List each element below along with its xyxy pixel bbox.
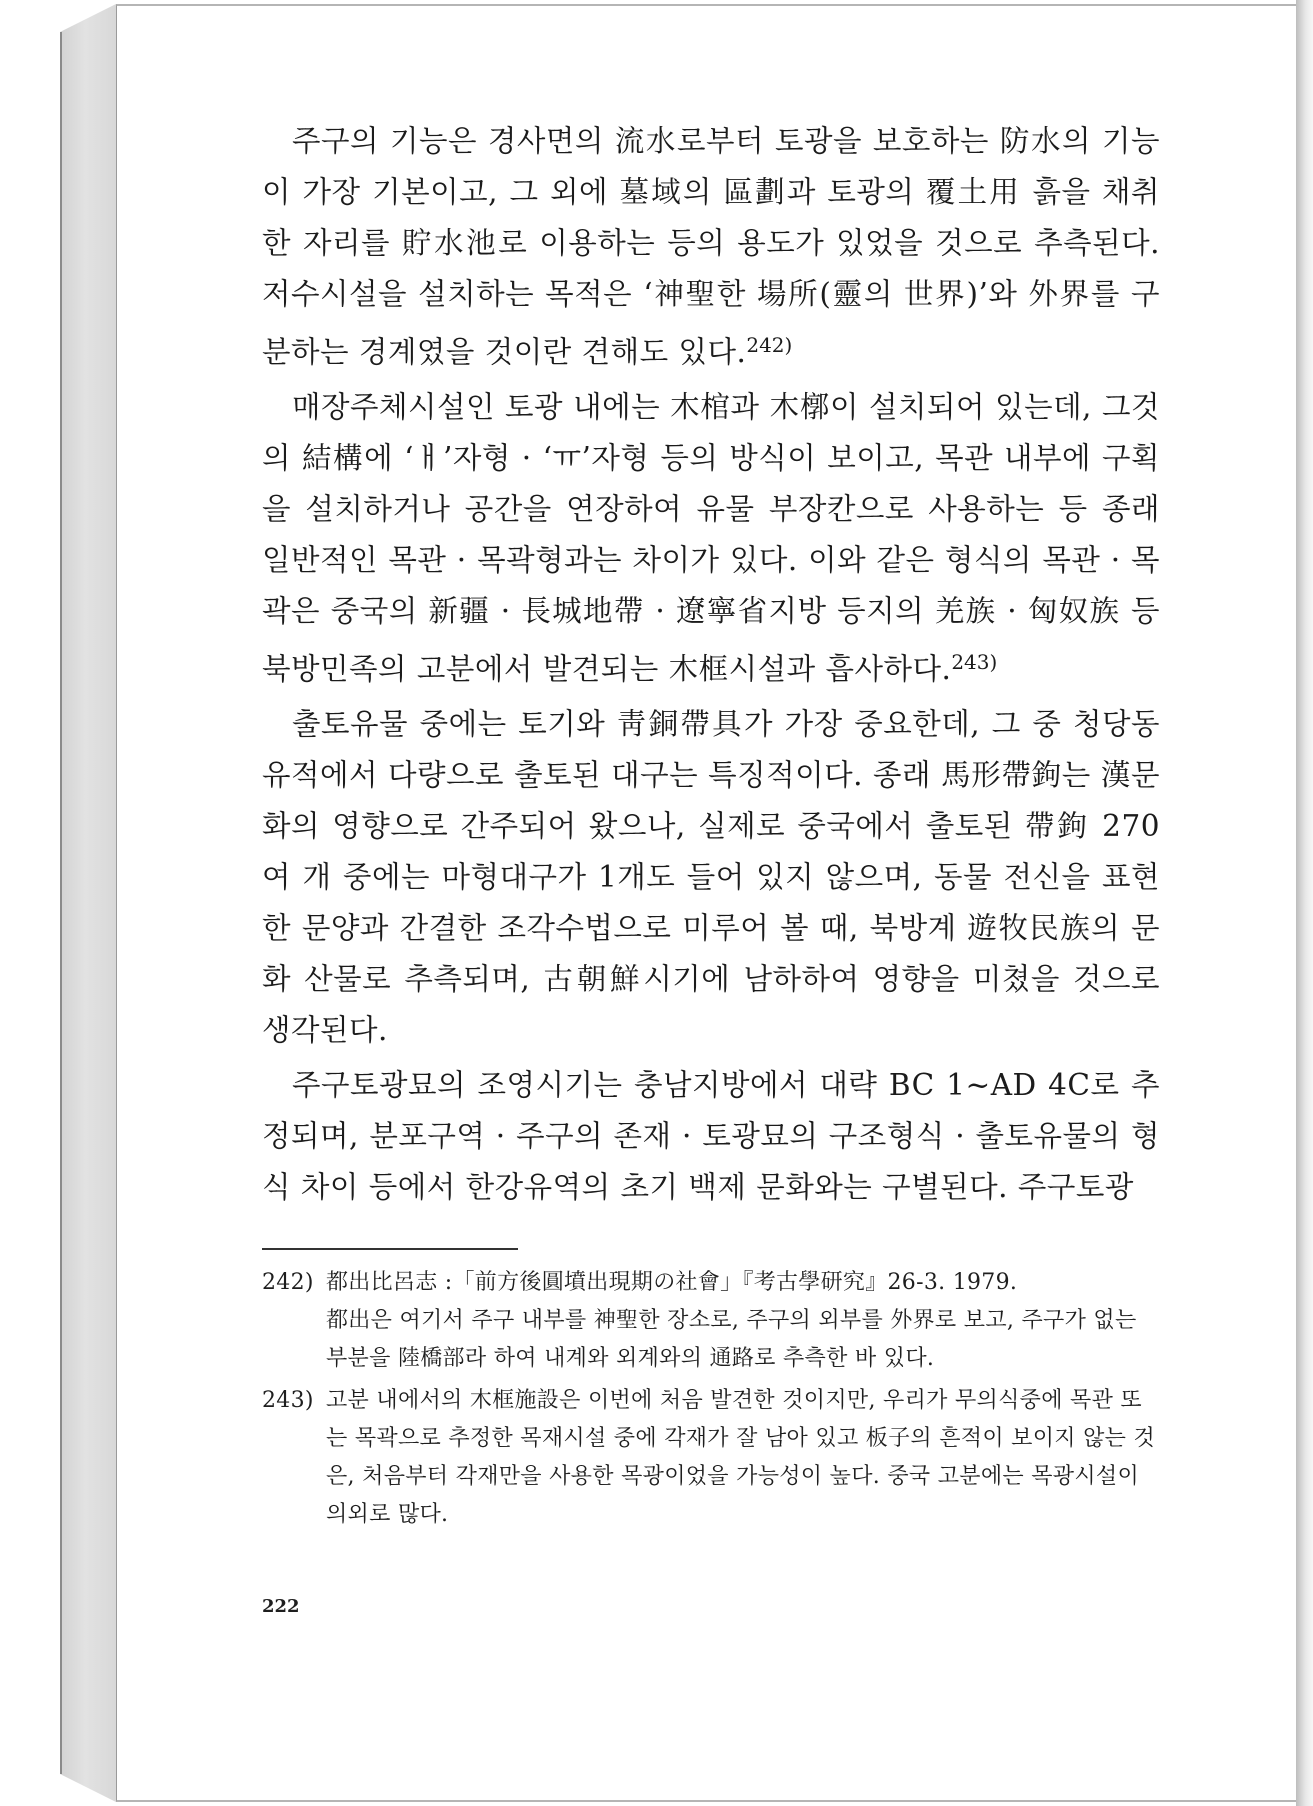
footnote-note: 고분 내에서의 木框施設은 이번에 처음 발견한 것이지만, 우리가 무의식중에 목관 또는 목곽으로 추정한 목재시설 중에 각재가 잘 남아 있고 板子의 흔적이 보이지 않는 것은, 처음부터 각재만을 사용한 목광이었을 가능성이 높다. 중국 고분에는 목광시설이 의외로 많다.	[326, 1388, 1156, 1527]
footnote-number: 243)	[262, 1388, 314, 1413]
paragraph-2-text: 매장주체시설인 토광 내에는 木棺과 木槨이 설치되어 있는데, 그것의 結構에 ‘ㅐ’자형 · ‘ㅠ’자형 등의 방식이 보이고, 목관 내부에 구획을 설치하거나 공간을 연장하여 유물 부장칸으로 사용하는 등 종래 일반적인 목관 · 목곽형과는 차이가 있다. 이와 같은 형식의 목관 · 목곽은 중국의 新疆 · 長城地帶 · 遼寧省지방 등지의 羌族 · 匈奴族 등 북방민족의 고분에서 발견되는 木框시설과 흡사하다.	[262, 390, 1160, 686]
footnote-242	[262, 1264, 1162, 1378]
footnote-body	[326, 1264, 1162, 1378]
paragraph-1	[262, 116, 1160, 378]
paragraph-3-text: 출토유물 중에는 토기와 靑銅帶具가 가장 중요한데, 그 중 청당동 유적에서 다량으로 출토된 대구는 특징적이다. 종래 馬形帶鉤는 漢문화의 영향으로 간주되어 왔으나, 실제로 중국에서 출토된 帶鉤 270여 개 중에는 마형대구가 1개도 들어 있지 않으며, 동물 전신을 표현한 문양과 간결한 조각수법으로 미루어 볼 때, 북방계 遊牧民族의 문화 산물로 추측되며, 古朝鮮시기에 남하하여 영향을 미쳤을 것으로 생각된다.	[262, 707, 1160, 1047]
footnotes	[262, 1264, 1162, 1538]
book-spine	[60, 4, 116, 1802]
footnote-citation: 都出比呂志 :「前方後圓墳出現期の社會」『考古學研究』26-3. 1979.	[326, 1270, 1018, 1295]
paragraph-3	[262, 699, 1160, 1056]
footnote-ref-243[interactable]: 243)	[951, 650, 998, 674]
book-spine-edge	[60, 32, 62, 1774]
body-text	[262, 116, 1160, 1213]
page-number: 222	[262, 1596, 300, 1617]
paragraph-2	[262, 382, 1160, 695]
book-page-edge-shadow	[1296, 0, 1313, 1806]
footnote-body	[326, 1382, 1162, 1534]
footnote-ref-242[interactable]: 242)	[746, 333, 793, 357]
footnote-243	[262, 1382, 1162, 1534]
paragraph-4	[262, 1060, 1160, 1213]
footnote-divider	[262, 1248, 518, 1250]
footnote-note: 都出은 여기서 주구 내부를 神聖한 장소로, 주구의 외부를 外界로 보고, 주구가 없는 부분을 陸橋部라 하여 내계와 외계와의 通路로 추측한 바 있다.	[326, 1308, 1137, 1371]
footnote-number: 242)	[262, 1270, 314, 1295]
paragraph-4-text: 주구토광묘의 조영시기는 충남지방에서 대략 BC 1∼AD 4C로 추정되며, 분포구역 · 주구의 존재 · 토광묘의 구조형식 · 출토유물의 형식 차이 등에서 한강유역의 초기 백제 문화와는 구별된다. 주구토광	[262, 1068, 1160, 1204]
paragraph-1-text: 주구의 기능은 경사면의 流水로부터 토광을 보호하는 防水의 기능이 가장 기본이고, 그 외에 墓域의 區劃과 토광의 覆土用 흙을 채취한 자리를 貯水池로 이용하는 등의 용도가 있었을 것으로 추측된다. 저수시설을 설치하는 목적은 ‘神聖한 場所(靈의 世界)’와 外界를 구분하는 경계였을 것이란 견해도 있다.	[262, 124, 1160, 369]
